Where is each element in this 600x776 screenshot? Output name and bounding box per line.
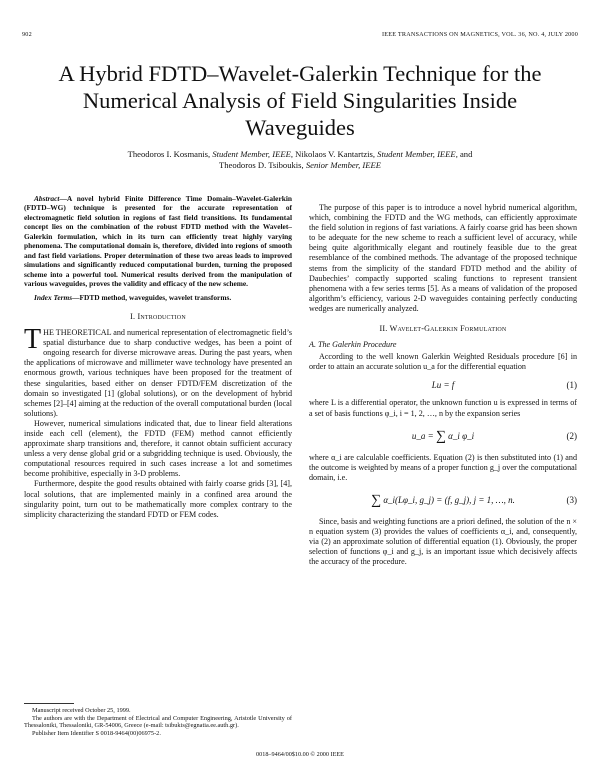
section-heading: I. Introduction (130, 311, 186, 321)
paragraph-text: HE THEORETICAL and numerical representation of electromagnetic field’s spatial disturbance due to sharp conductive wedges, has been a point of ongoing research for diverse microwave areas. During the past years, when the applications of microwave and millimeter wave technology have presented an enormous growth, various techniques have been proposed for the treatment of these singularities, based either on denser FDTD/FEM discretization of the domain so investigated [1] (global solutions), or on the development of hybrid schemes [2]–[4] aiming at the reduction of the overall computational burden (local solutions). (24, 328, 292, 418)
equation-2 (309, 419, 577, 453)
footnote-rule (24, 703, 74, 704)
paragraph: Since, basis and weighting functions are a priori defined, the solution of the n × n equation system (3) provides the values of coefficients α_i, and, consequently, via (2) an approximate solution of differential equation (1). Obviously, the proper selection of functions φ_i and g_j, is an important issue which decisively affects the accuracy of the procedure. (309, 516, 577, 567)
equation-lhs: u_a = (411, 430, 436, 441)
paragraph: where α_i are calculable coefficients. Equation (2) is then substituted into (1) and the outcome is weighted by means of a proper function g_j over the computational domain, i.e. (309, 452, 577, 482)
section-heading: II. Wavelet-Galerkin Formulation (379, 324, 507, 334)
author-line-1 (40, 149, 560, 160)
footnote-received: Manuscript received October 25, 1999. (32, 707, 131, 714)
paragraph (24, 324, 292, 419)
subsection-heading: A. The Galerkin Procedure (309, 340, 397, 350)
author-role: Student Member, IEEE (212, 149, 291, 159)
index-terms-text: —FDTD method, waveguides, wavelet transforms. (72, 292, 232, 302)
author-name: Theodoros I. Kosmanis, (127, 149, 213, 159)
index-terms-label: Index Terms (34, 292, 73, 302)
equation-1 (309, 372, 577, 398)
author-sep: , and (455, 149, 473, 159)
footnote-affiliation: The authors are with the Department of Electrical and Computer Engineering, Aristotle University of Thessaloniki, Thessaloniki, GR-54006, Greece (e-mail: tsibukis@egnatia.ee.auth.gr). (24, 714, 292, 730)
equation-body: Lu = f (431, 380, 455, 391)
footnote-pii: Publisher Item Identifier S 0018-9464(00)06975-2. (32, 729, 161, 737)
footnotes (24, 707, 292, 737)
equation-number: (3) (566, 494, 577, 505)
paragraph: where L is a differential operator, the unknown function u is expressed in terms of a set of basis functions φ_i, i = 1, 2, …, n by the expansion series (309, 398, 577, 418)
page-number: 902 (22, 31, 32, 38)
equation-3 (309, 483, 577, 517)
equation-number: (1) (566, 380, 577, 391)
journal-name: IEEE TRANSACTIONS ON MAGNETICS, VOL. 36, NO. 4, JULY 2000 (382, 31, 578, 38)
author-role: Senior Member, IEEE (305, 160, 382, 170)
paragraph: The purpose of this paper is to introduce a novel hybrid numerical algorithm, which, combining the FDTD and the WG methods, can efficiently approximate the field solution in regions of fast variations. A fairly coarse grid has been shown to be adequate for the new scheme to reach a sufficient level of accuracy, while being quite algorithmically elegant and routinely feasible due to the great resemblance of the combined methods. The advantage of the proposed technique stems from the simplicity of the standard FDTD method and the ability of Daubechies’ compactly supported scaling functions to represent transient phenomena with a few series terms [5]. As a means of validation of the proposed algorithm’s efficiency, various 2-D waveguides containing perfectly conducting wedges are numerically analyzed. (309, 203, 577, 313)
abstract-label: Abstract (34, 194, 60, 203)
left-column (24, 194, 292, 520)
equation-rhs: α_i φ_i (445, 430, 475, 441)
paragraph: However, numerical simulations indicated that, due to linear field alterations inside each cell (element), the FDTD (FEM) method cannot efficiently approximate sharp transitions and, therefore, it cannot obtain sufficient accuracy unless a very dense global grid or a subgridding technique is used. Obviously, the computational resources required in such cases increase a lot and sometimes become prohibitive, especially in 3-D problems. (24, 418, 292, 479)
abstract-text: —A novel hybrid Finite Difference Time Domain–Wavelet-Galerkin (FDTD–WG) technique is presented for the accurate representation of electromagnetic field solution in regions of fast field transitions. Its fundamental concept lies on the combination of the robust FDTD method with the Wavelet–Galerkin formulation, which in its turn can efficiently treat highly varying phenomena. The computational domain is, therefore, divided into regions of smooth and fast field variations. Proper determination of these two areas leads to improved simulations and significantly reduced computational burden, turning the proposed scheme into a powerful tool. Numerical results derived from the manipulation of various waveguides, proves the validity and efficacy of the new scheme. (24, 194, 292, 289)
author-line-2 (40, 160, 560, 171)
copyright-line: 0018–9464/00$10.00 © 2000 IEEE (256, 751, 344, 758)
abstract (24, 194, 292, 289)
author-name: Theodoros D. Tsiboukis, (218, 160, 306, 170)
paper-title: A Hybrid FDTD–Wavelet-Galerkin Technique for the Numerical Analysis of Field Singularities Inside Waveguides (58, 61, 542, 140)
author-role: Student Member, IEEE (377, 149, 456, 159)
right-column (309, 203, 577, 567)
drop-cap: T (24, 324, 42, 356)
summation-symbol: ∑ (435, 428, 446, 444)
summation-symbol: ∑ (371, 492, 382, 508)
author-name: , Nikolaos V. Kantartzis, (290, 149, 378, 159)
equation-number: (2) (566, 430, 577, 441)
paragraph: Furthermore, despite the good results obtained with fairly coarse grids [3], [4], local solutions, that are implemented mainly in a confined area around the singularity point, turn out to be mathematically more complex contrary to the simplicity characterizing the standard FDTD or FEM codes. (24, 479, 292, 519)
index-terms (24, 293, 292, 302)
paragraph: According to the well known Galerkin Weighted Residuals procedure [6] in order to attain an accurate solution u_a for the differential equation (309, 352, 577, 372)
equation-body: α_i(Lφ_i, g_j) = (f, g_j), j = 1, …, n. (381, 494, 515, 505)
author-block (40, 149, 560, 171)
